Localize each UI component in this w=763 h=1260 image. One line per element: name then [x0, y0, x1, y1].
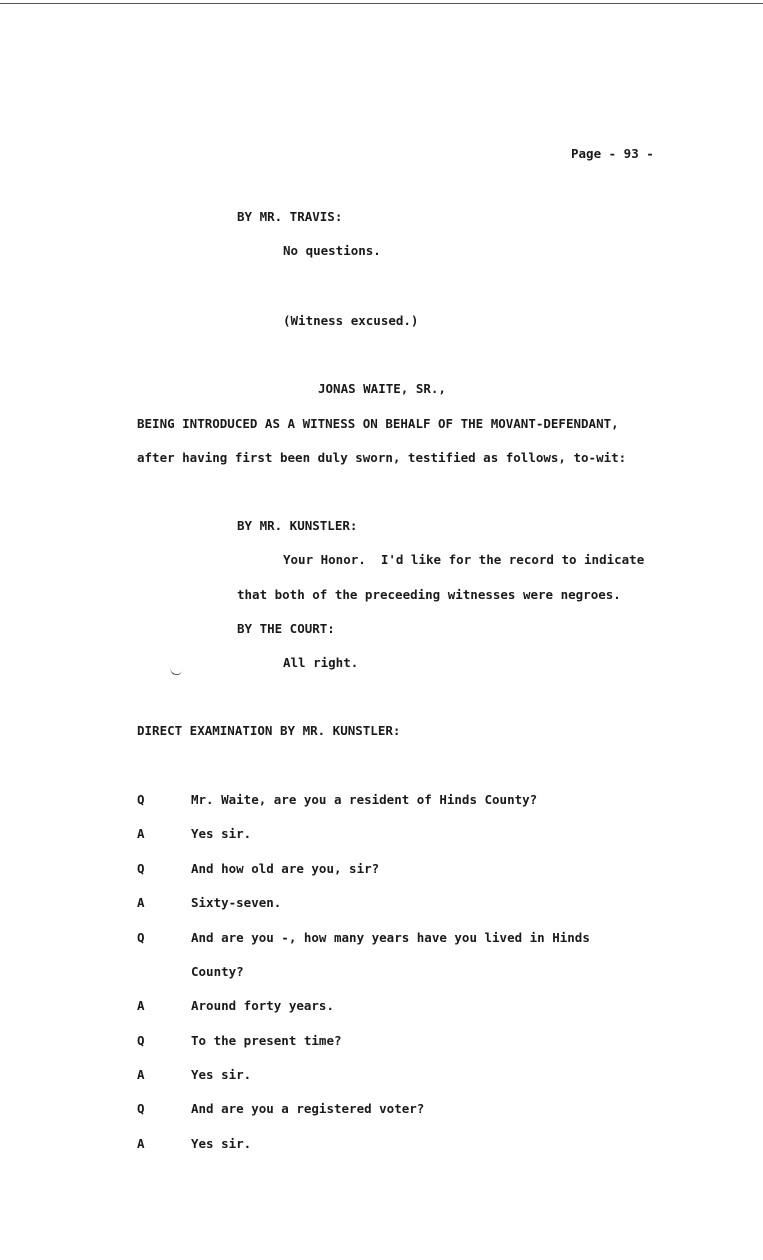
qa-marker: Q	[137, 930, 145, 945]
witness-name: JONAS WAITE, SR.,	[318, 381, 446, 396]
intro-line-1: BEING INTRODUCED AS A WITNESS ON BEHALF OF THE MOVANT-DEFENDANT,	[137, 416, 619, 431]
intro-line-2: after having first been duly sworn, testified as follows, to-wit:	[137, 450, 627, 465]
qa-marker: A	[137, 998, 145, 1013]
qa-text: Around forty years.	[191, 998, 334, 1013]
court-statement: All right.	[283, 655, 359, 670]
travis-heading: BY MR. TRAVIS:	[237, 209, 343, 224]
qa-text: To the present time?	[191, 1033, 342, 1048]
qa-marker: A	[137, 826, 145, 841]
stray-pen-mark	[169, 667, 182, 676]
qa-text: And are you -, how many years have you lived in Hinds	[191, 930, 590, 945]
witness-excused: (Witness excused.)	[283, 313, 419, 328]
qa-marker: A	[137, 1136, 145, 1151]
qa-text: Yes sir.	[191, 1067, 252, 1082]
court-heading: BY THE COURT:	[237, 621, 335, 636]
kunstler-line-1: Your Honor. I'd like for the record to indicate	[283, 552, 645, 567]
qa-text: Mr. Waite, are you a resident of Hinds County?	[191, 792, 538, 807]
kunstler-heading: BY MR. KUNSTLER:	[237, 518, 358, 533]
qa-marker: Q	[137, 792, 145, 807]
qa-marker: Q	[137, 1101, 145, 1116]
qa-text: Sixty-seven.	[191, 895, 282, 910]
qa-text: And how old are you, sir?	[191, 861, 380, 876]
qa-marker: Q	[137, 861, 145, 876]
page-number: Page - 93 -	[571, 146, 654, 161]
direct-exam-heading: DIRECT EXAMINATION BY MR. KUNSTLER:	[137, 723, 401, 738]
qa-text: And are you a registered voter?	[191, 1101, 425, 1116]
qa-marker: Q	[137, 1033, 145, 1048]
qa-text: Yes sir.	[191, 1136, 252, 1151]
qa-text: Yes sir.	[191, 826, 252, 841]
top-border-rule	[0, 3, 763, 4]
qa-marker: A	[137, 895, 145, 910]
travis-statement: No questions.	[283, 243, 381, 258]
qa-text: County?	[191, 964, 244, 979]
qa-marker: A	[137, 1067, 145, 1082]
kunstler-line-2: that both of the preceeding witnesses were negroes.	[237, 587, 621, 602]
